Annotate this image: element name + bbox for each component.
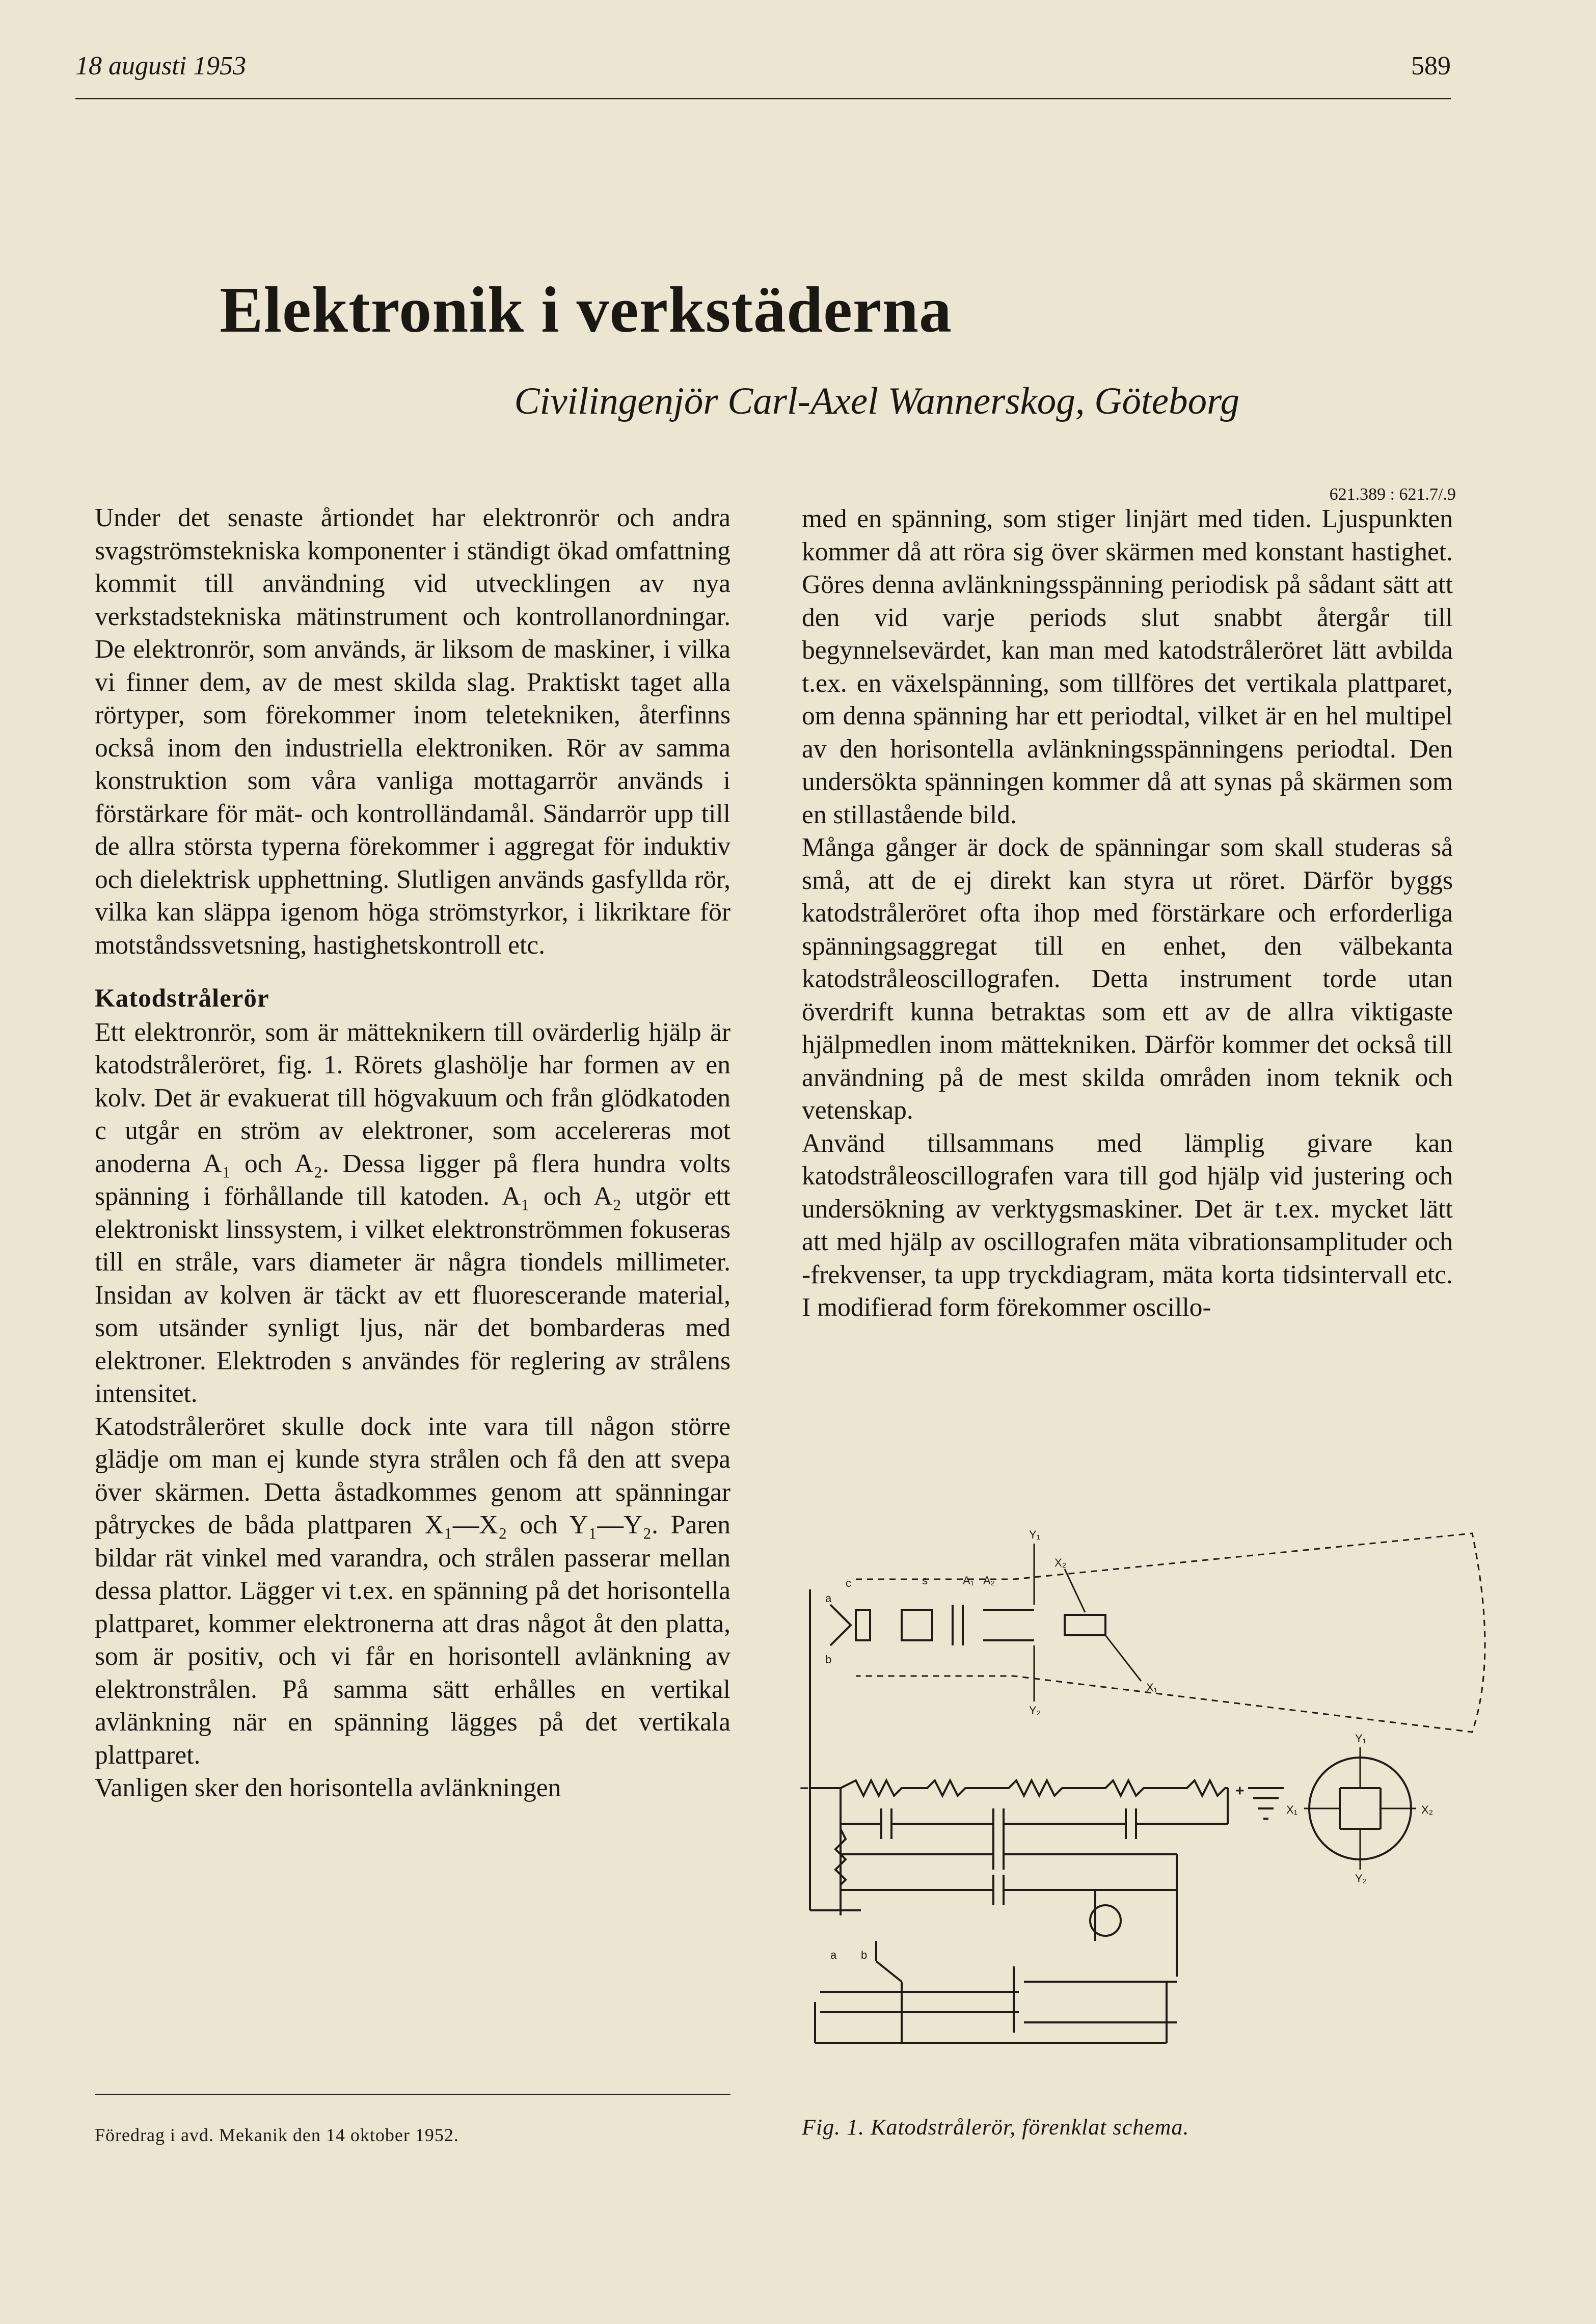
- control-electrode: [856, 1610, 870, 1640]
- footnote-rule: [95, 2094, 731, 2095]
- label-y2: Y₂: [1029, 1704, 1041, 1717]
- body-paragraph: Vanligen sker den horisontella avlänkningen: [95, 1773, 561, 1802]
- label-c: c: [846, 1577, 851, 1589]
- label-x1-top: X₁: [1146, 1681, 1158, 1694]
- minus-terminal: −: [800, 1780, 809, 1797]
- body-paragraph: Ett elektronrör, som är mätteknikern till ovärderlig hjälp är katodstråleröret, fig. 1. Rörets glashölje har formen av en kolv. Det är evakuerat till högvakuum och från glödkatoden c utgår en ström av elektroner, som accelereras mot anoderna A₁ och A₂. Dessa ligger på flera hundra volts spänning i förhållande till katoden. A₁ och A₂ utgör ett elektroniskt linssystem, i vilket elektronströmmen fokuseras till en stråle, vars diameter är några tiondels millimeter. Insidan av kolven är täckt av ett fluorescerande material, som utsänder synligt ljus, när det bombarderas med elektroner. Elektroden s användes för reglering av strålens intensitet.: [95, 1017, 731, 1408]
- running-head: [75, 51, 1451, 92]
- label-y1: Y₁: [1029, 1528, 1041, 1541]
- issue-date: 18 augusti 1953: [75, 51, 247, 80]
- cathode-heater: [830, 1605, 851, 1645]
- terminal-b: b: [861, 1949, 868, 1961]
- body-paragraph: Katodstråleröret skulle dock inte vara till någon större glädje om man ej kunde styra strålen och få den att svepa över skärmen. Detta åstadkommes genom att spänningar påtryckes de båda plattparen X₁—X₂ och Y₁—Y₂. Paren bildar rät vinkel med varandra, och strålen passerar mellan dessa plattor. Lägger vi t.ex. en spänning på det horisontella plattparet, kommer elektronerna att dras något åt den platta, som är positiv, och vi får en horisontell avlänkning av elektronstrålen. På samma sätt erhålles en vertikal avlänkning när en spänning lägges på det vertikala plattparet.: [95, 1412, 731, 1770]
- section-heading: Katodstrålerör: [95, 984, 269, 1013]
- plus-terminal: +: [1235, 1782, 1245, 1799]
- page-number: 589: [1411, 51, 1451, 80]
- left-column: [95, 502, 731, 1805]
- header-rule: [75, 98, 1451, 99]
- anode-a1: [902, 1610, 932, 1640]
- label-a2: A₂: [983, 1574, 995, 1587]
- tube-envelope: [856, 1533, 1485, 1732]
- inset-label-y1: Y₁: [1355, 1732, 1367, 1745]
- figure-caption: Fig. 1. Katodstrålerör, förenklat schema.: [802, 2115, 1189, 2140]
- article-title: Elektronik i verkstäderna: [220, 274, 952, 346]
- supply-wiring: [810, 1780, 1228, 1796]
- label-a: a: [825, 1592, 832, 1605]
- author-line: Civilingenjör Carl-Axel Wannerskog, Göteborg: [514, 380, 1239, 422]
- intro-paragraph: Under det senaste årtiondet har elektronrör och andra svagströmstekniska komponenter i ständigt ökad omfattning kommit till användning vid utvecklingen av nya verkstadstekniska mätinstrument och kontrollanordningar. De elektronrör, som används, är liksom de maskiner, i vilka vi finner dem, av de mest skilda slag. Praktiskt taget alla rörtyper, som förekommer inom teletekniken, återfinns också inom den industriella elektroniken. Rör av samma konstruktion som våra vanliga mottagarrör används i förstärkare för mät- och kontrolländamål. Sändarrör upp till de allra största typerna förekommer i aggregat för induktiv och dielektrisk upphettning. Slutligen används gasfyllda rör, vilka kan släppa igenom höga strömstyrkor, i likriktare för motståndssvetsning, hastighetskontroll etc.: [95, 503, 731, 960]
- classification-code: 621.389 : 621.7/.9: [1329, 485, 1456, 504]
- label-s: s: [922, 1574, 928, 1587]
- label-a1: A₁: [963, 1574, 975, 1587]
- x-plates: [1065, 1615, 1105, 1635]
- label-x2-top: X₂: [1054, 1556, 1067, 1569]
- inset-label-y2: Y₂: [1355, 1872, 1367, 1885]
- body-paragraph: med en spänning, som stiger linjärt med tiden. Ljuspunkten kommer då att röra sig över skärmen med konstant hastighet. Göres denna avlänkningsspänning periodisk på sådant sätt att den vid varje periods slut snabbt återgår till begynnelsevärdet, kan man med katodstråleröret lätt avbilda t.ex. en växelspänning, som tillföres det vertikala plattparet, om denna spänning har ett periodtal, vilket är en hel multipel av den horisontella avlänkningsspänningens periodtal. Den undersökta spänningen kommer då att synas på skärmen som en stillastående bild.: [802, 504, 1453, 829]
- cathode-ray-tube-schematic: [800, 1523, 1493, 2104]
- inset-label-x1: X₁: [1286, 1803, 1298, 1816]
- capacitor-bank: [841, 1788, 1228, 1839]
- inset-label-x2: X₂: [1421, 1803, 1433, 1816]
- rectifier-tube: [1090, 1890, 1121, 1941]
- terminal-a: a: [830, 1949, 837, 1961]
- body-paragraph: Använd tillsammans med lämplig givare kan katodstråleoscillografen vara till god hjälp vid justering och undersökning av verktygsmaskiner. Det är t.ex. mycket lätt att med hjälp av oscillografen mäta vibrationsamplituder och -frekvenser, ta upp tryckdiagram, mäta korta tidsintervall etc. I modifierad form förekommer oscillo-: [802, 1128, 1453, 1322]
- footnote: Föredrag i avd. Mekanik den 14 oktober 1952.: [95, 2125, 459, 2145]
- label-b: b: [825, 1653, 832, 1666]
- ground-symbol: [1248, 1788, 1284, 1819]
- right-column: [802, 503, 1453, 1325]
- transformer: [820, 1966, 1177, 2033]
- body-paragraph: Många gånger är dock de spänningar som skall studeras så små, att de ej direkt kan styra ut röret. Därför byggs katodstråleröret ofta ihop med förstärkare och erforderliga spänningsaggregat till en enhet, den välbekanta katodstråleoscillografen. Detta instrument torde utan överdrift kunna betraktas som ett av de allra viktigaste hjälpmedlen inom mättekniken. Därför kommer det också till användning på de mest skilda områden inom teknik och vetenskap.: [802, 833, 1453, 1125]
